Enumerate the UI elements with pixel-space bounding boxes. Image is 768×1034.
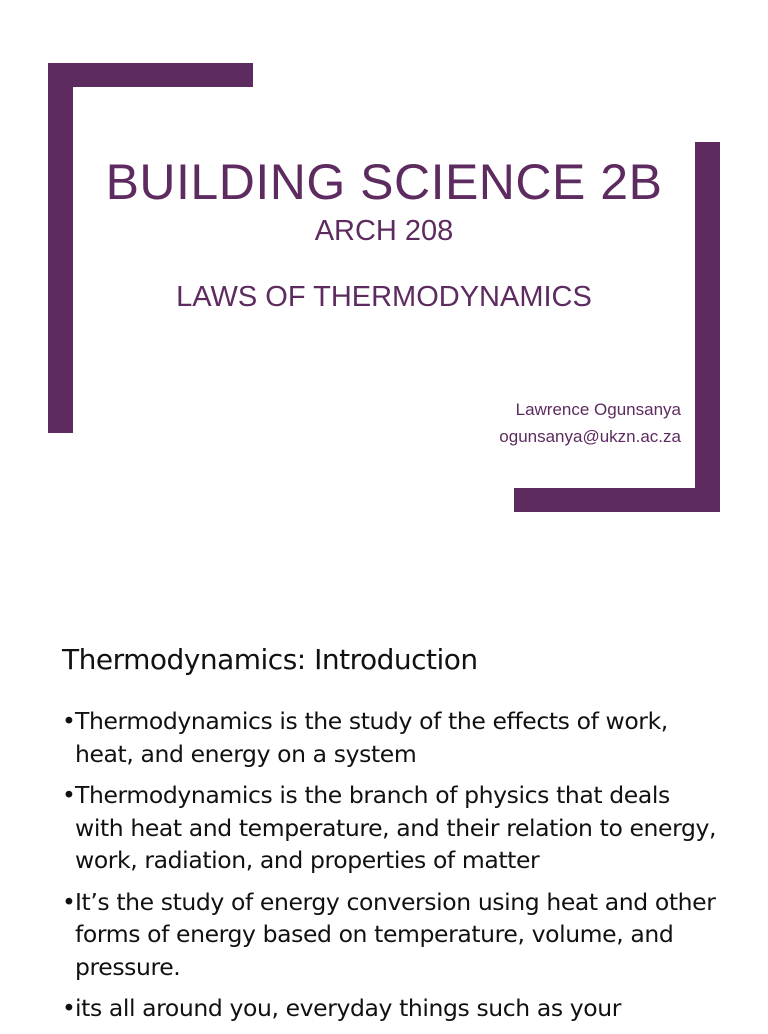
bullet-text: It’s the study of energy conversion using heat and other forms of energy based on temperature, volume, and pressure. xyxy=(75,887,716,981)
bullet-marker: • xyxy=(62,994,76,1022)
course-code: ARCH 208 xyxy=(314,215,454,247)
slide-heading: Thermodynamics: Introduction xyxy=(62,643,478,676)
topic-title: LAWS OF THERMODYNAMICS xyxy=(176,281,592,313)
author-name: Lawrence Ogunsanya xyxy=(515,400,681,419)
bullet-marker: • xyxy=(62,781,76,809)
bullet-text: Thermodynamics is the branch of physics that deals with heat and temperature, and their relation to energy, work, radiation, and properties of matter xyxy=(75,781,717,874)
content-slide xyxy=(0,580,768,1024)
right-bracket-bottom-bar xyxy=(514,488,720,512)
bullet-item xyxy=(62,992,722,1025)
slide-title: BUILDING SCIENCE 2B xyxy=(105,154,663,210)
bullet-list xyxy=(62,705,722,1034)
bullet-marker: • xyxy=(62,887,76,916)
bullet-item xyxy=(62,705,722,770)
bullet-item xyxy=(62,779,722,877)
bullet-marker: • xyxy=(62,707,76,735)
author-email: ogunsanya@ukzn.ac.za xyxy=(499,427,681,446)
bullet-text: its all around you, everyday things such as your xyxy=(75,994,622,1022)
bullet-text: Thermodynamics is the study of the effects of work, heat, and energy on a system xyxy=(75,707,668,768)
left-bracket-top-bar xyxy=(48,63,253,87)
bullet-item xyxy=(62,886,722,984)
